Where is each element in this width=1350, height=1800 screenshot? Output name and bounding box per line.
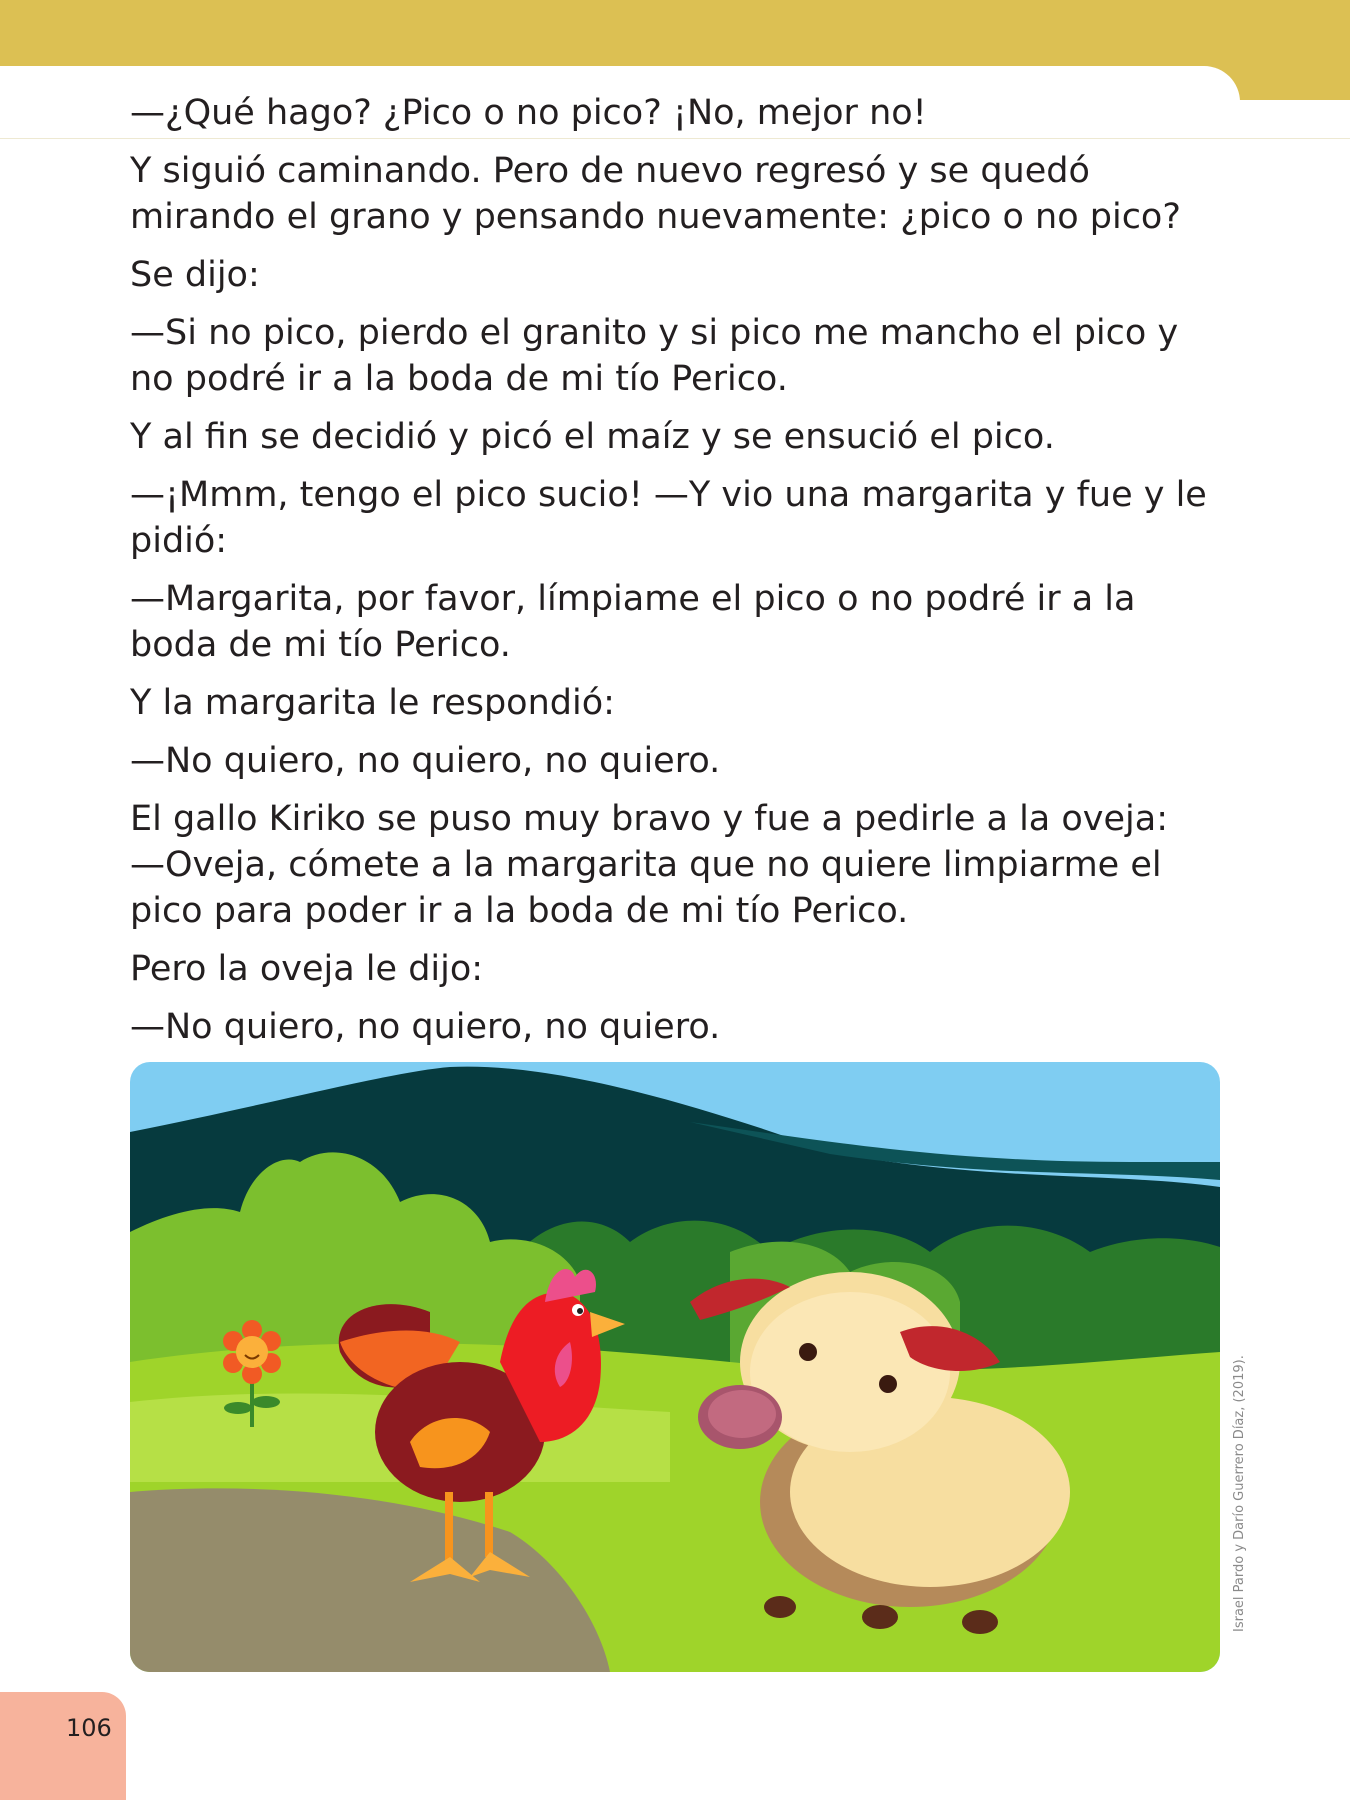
page-number: 106: [66, 1714, 112, 1742]
story-paragraph: El gallo Kiriko se puso muy bravo y fue a pedirle a la oveja:: [130, 799, 1168, 839]
story-paragraph: Y siguió caminando. Pero de nuevo regresó y se quedó mirando el grano y pensando nuevamente: ¿pico o no pico?: [130, 151, 1181, 237]
story-paragraph: Se dijo:: [130, 255, 260, 295]
story-paragraph: —¡Mmm, tengo el pico sucio! —Y vio una margarita y fue y le pidió:: [130, 475, 1207, 561]
story-paragraph: Y al fin se decidió y picó el maíz y se ensució el pico.: [130, 417, 1055, 457]
story-illustration: [130, 1062, 1220, 1672]
story-paragraph: —No quiero, no quiero, no quiero.: [130, 1007, 721, 1047]
page-number-tab: [0, 1692, 126, 1800]
story-paragraph: Pero la oveja le dijo:: [130, 949, 484, 989]
story-text: [130, 90, 1230, 1062]
story-paragraph: —No quiero, no quiero, no quiero.: [130, 741, 721, 781]
story-paragraph: —¿Qué hago? ¿Pico o no pico? ¡No, mejor no!: [130, 93, 927, 133]
story-paragraph: Y la margarita le respondió:: [130, 683, 615, 723]
story-paragraph: —Oveja, cómete a la margarita que no quiere limpiarme el pico para poder ir a la boda de mi tío Perico.: [130, 845, 1162, 931]
story-paragraph: —Si no pico, pierdo el granito y si pico me mancho el pico y no podré ir a la boda de mi tío Perico.: [130, 313, 1179, 399]
story-paragraph: —Margarita, por favor, límpiame el pico o no podré ir a la boda de mi tío Perico.: [130, 579, 1136, 665]
illustration-credit: Israel Pardo y Darío Guerrero Díaz, (2019).: [1232, 1355, 1247, 1632]
